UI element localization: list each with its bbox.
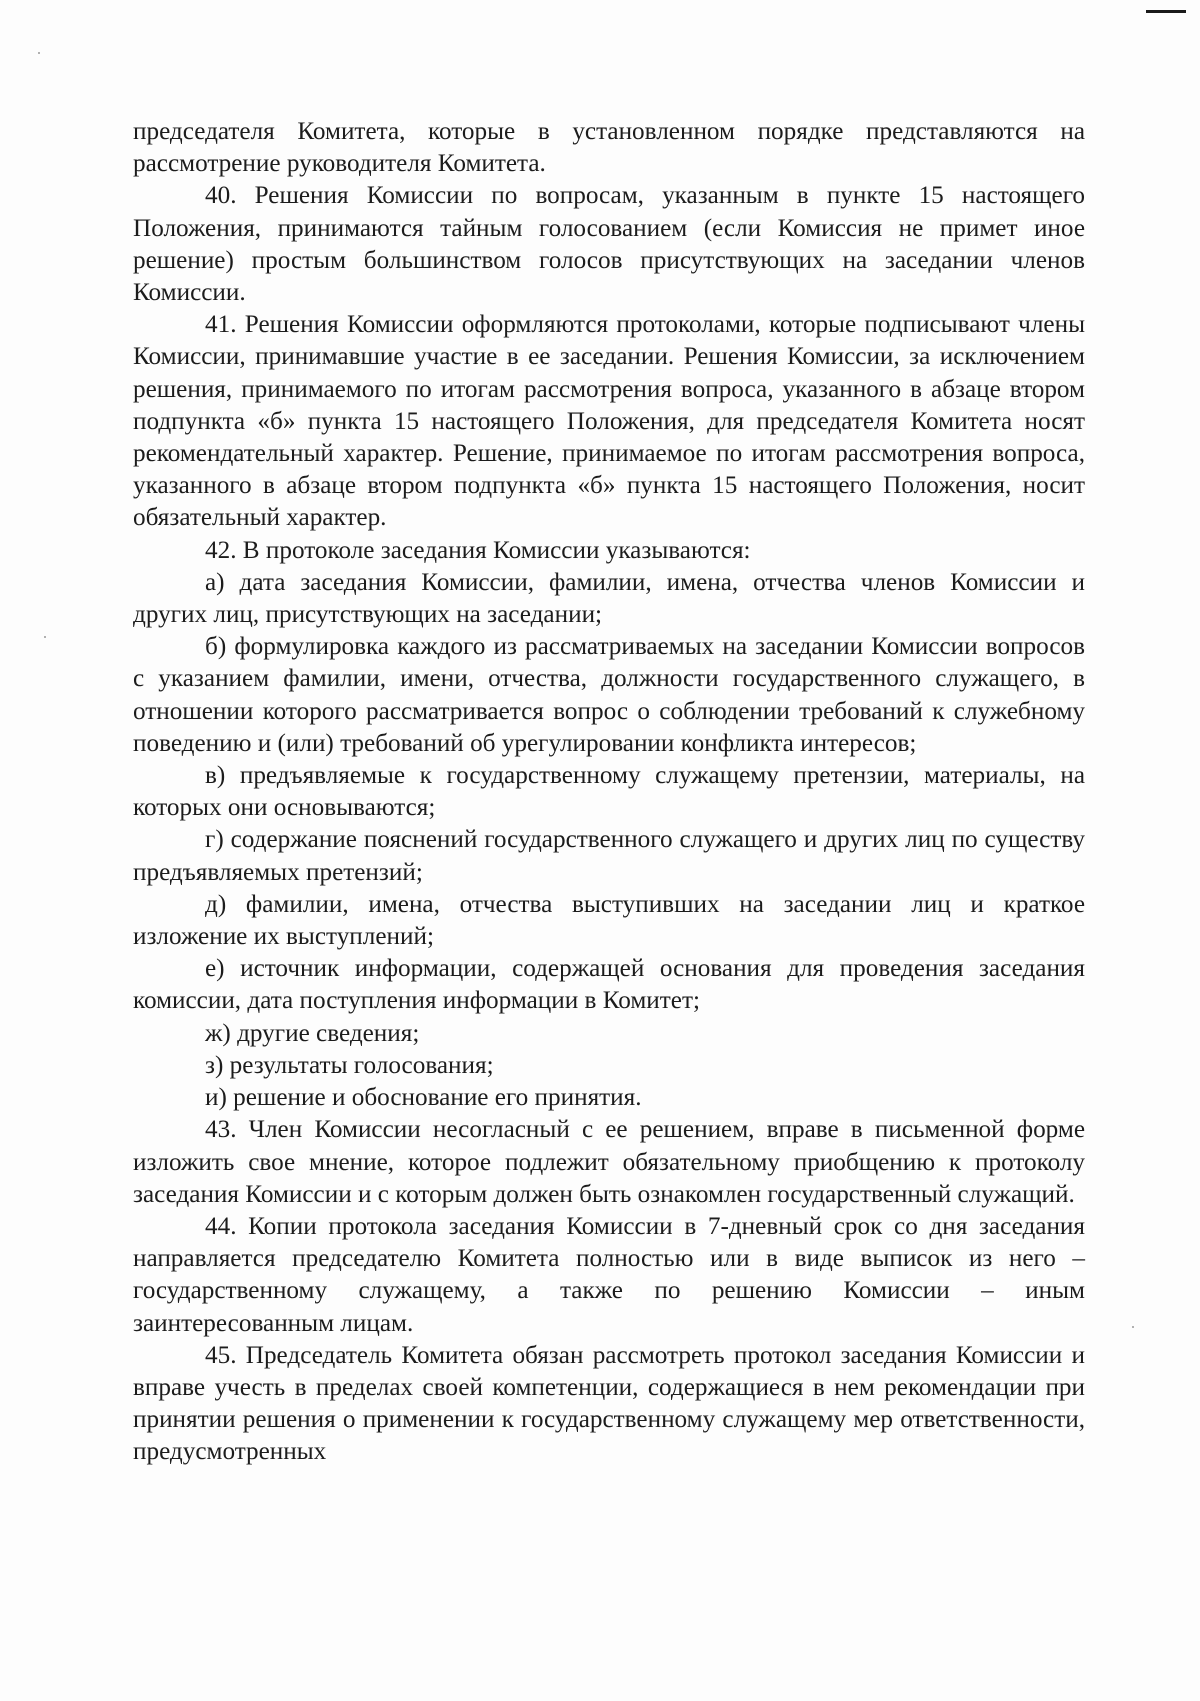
- subitem-z: з) результаты голосования;: [205, 1051, 494, 1079]
- scan-speck: [44, 636, 46, 638]
- paragraph-item-40: 40. Решения Комиссии по вопросам, указанным в пункте 15 настоящего Положения, принимаются тайным голосованием (если Комиссия не примет иное решение) простым большинством голосов присутствующих на заседании членов Комиссии.: [133, 182, 1085, 307]
- paragraph-item-43: 43. Член Комиссии несогласный с ее решением, вправе в письменной форме изложить свое мнение, которое подлежит обязательному приобщению к протоколу заседания Комиссии и с которым должен быть ознакомлен государственный служащий.: [133, 1116, 1085, 1208]
- subitem-v: в) предъявляемые к государственному служащему претензии, материалы, на которых они основываются;: [133, 762, 1085, 822]
- subitem-a: а) дата заседания Комиссии, фамилии, имена, отчества членов Комиссии и других лиц, присутствующих на заседании;: [133, 568, 1085, 629]
- subitem-d: д) фамилии, имена, отчества выступивших на заседании лиц и краткое изложение их выступлений;: [133, 890, 1085, 951]
- scan-corner-mark: [1146, 10, 1186, 13]
- subitem-b: б) формулировка каждого из рассматриваемых на заседании Комиссии вопросов с указанием фамилии, имени, отчества, должности государственного служащего, в отношении которого рассматривается вопрос о соблюдении требований к служебному поведению и (или) требований об урегулировании конфликта интересов;: [133, 633, 1085, 757]
- paragraph-item-45: 45. Председатель Комитета обязан рассмотреть протокол заседания Комиссии и вправе учесть в пределах своей компетенции, содержащиеся в нем рекомендации при принятии решения о применении к государственному служащему мер ответственности, предусмотренных: [133, 1341, 1085, 1466]
- scan-speck: [38, 52, 40, 54]
- subitem-g: г) содержание пояснений государственного служащего и других лиц по существу предъявляемых претензий;: [133, 826, 1085, 886]
- scan-speck: [1132, 1326, 1134, 1328]
- paragraph-item-42: 42. В протоколе заседания Комиссии указываются:: [205, 536, 751, 564]
- paragraph-continuation: председателя Комитета, которые в установленном порядке представляются на рассмотрение руководителя Комитета.: [133, 118, 1085, 178]
- subitem-i: и) решение и обоснование его принятия.: [205, 1084, 642, 1112]
- paragraph-item-44: 44. Копии протокола заседания Комиссии в 7-дневный срок со дня заседания направляется председателю Комитета полностью или в виде выписок из него – государственному служащему, а также по решению Комиссии – иным заинтересованным лицам.: [133, 1212, 1085, 1337]
- document-body: [133, 116, 1085, 1469]
- subitem-e: е) источник информации, содержащей основания для проведения заседания комиссии, дата поступления информации в Комитет;: [133, 955, 1085, 1015]
- subitem-zh: ж) другие сведения;: [205, 1019, 420, 1047]
- paragraph-item-41: 41. Решения Комиссии оформляются протоколами, которые подписывают члены Комиссии, принимавшие участие в ее заседании. Решения Комиссии, за исключением решения, принимаемого по итогам рассмотрения вопроса, указанного в абзаце втором подпункта «б» пункта 15 настоящего Положения, для председателя Комитета носят рекомендательный характер. Решение, принимаемое по итогам рассмотрения вопроса, указанного в абзаце втором подпункта «б» пункта 15 настоящего Положения, носит обязательный характер.: [133, 311, 1085, 532]
